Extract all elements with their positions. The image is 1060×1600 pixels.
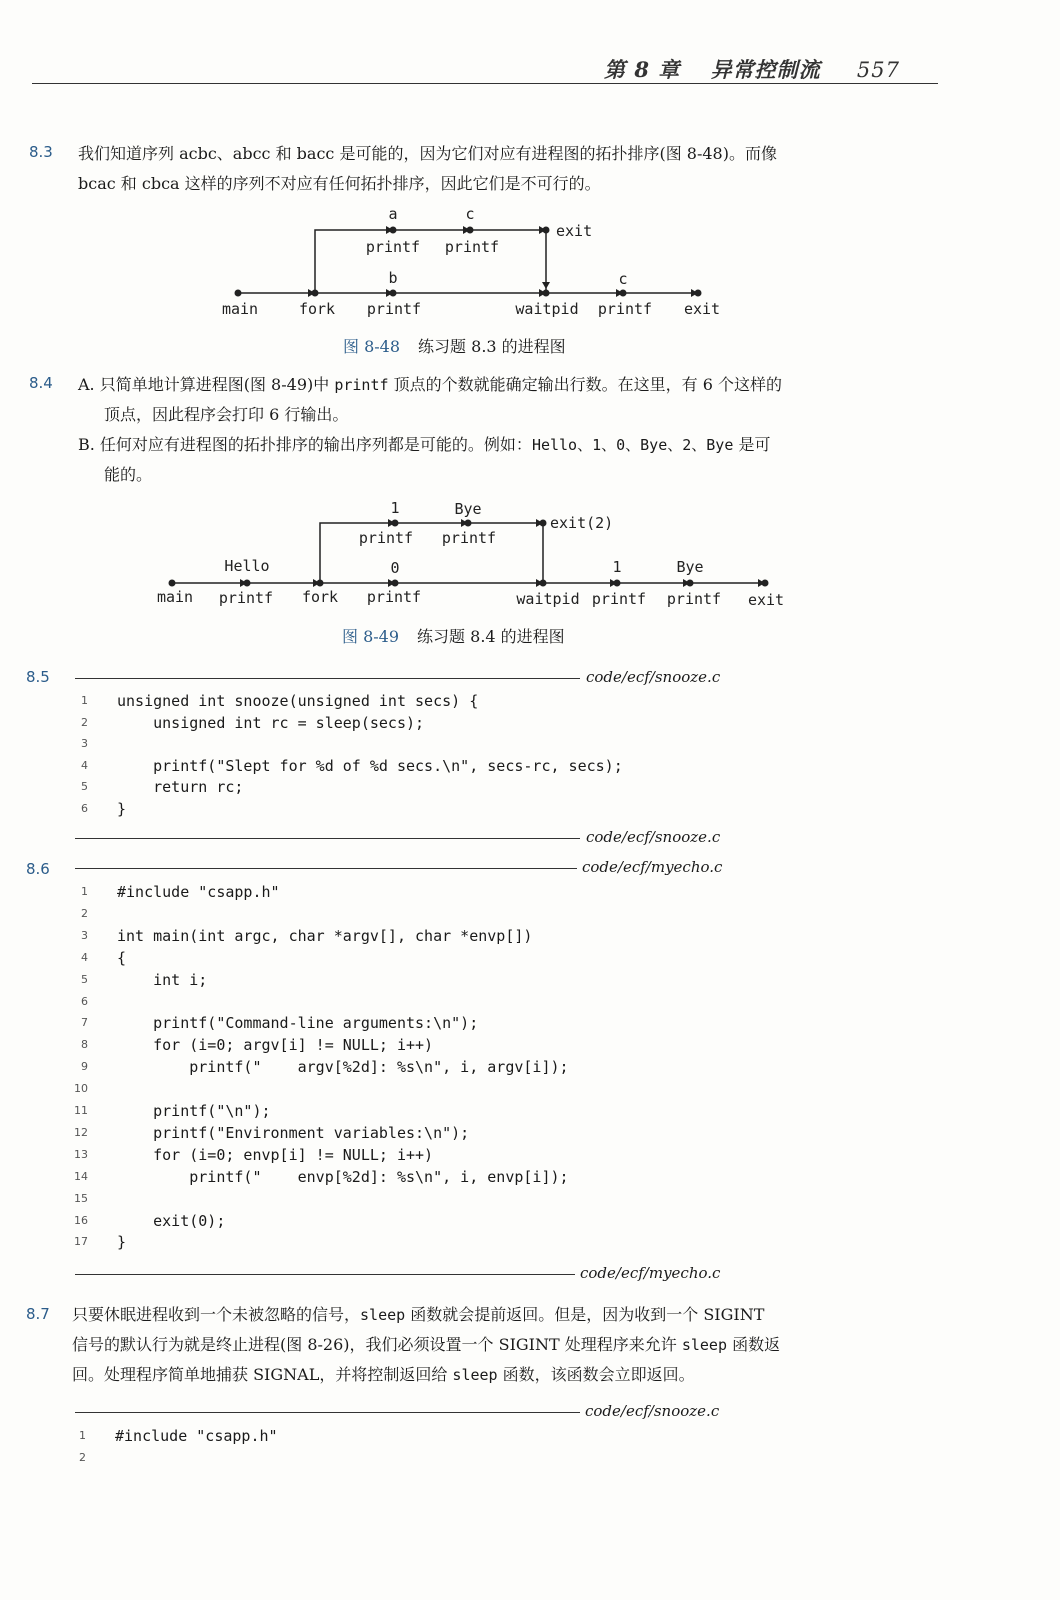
label-printf-0: printf: [366, 588, 422, 606]
answer-8-4-a-text: A. 只简单地计算进程图(图 8-49)中: [78, 375, 335, 394]
label-exit-top: exit: [556, 222, 593, 240]
code-listing-snooze2: [0, 1425, 1060, 1469]
answer-8-7-text: 函数，该函数会立即返回。: [497, 1365, 695, 1384]
label-printf-c: printf: [444, 238, 500, 256]
line-number: 4: [81, 758, 88, 772]
line-number: 11: [74, 1104, 88, 1117]
label-exit2: exit(2): [550, 514, 614, 532]
line-number: 5: [81, 972, 88, 986]
code-line: int main(int argc, char *argv[], char *envp[]): [117, 926, 533, 945]
line-number: 2: [79, 1450, 86, 1464]
label-hello: Hello: [224, 557, 270, 575]
label-printf-hello: printf: [218, 589, 274, 607]
label-1-right: 1: [612, 558, 622, 576]
code-line: return rc;: [117, 778, 244, 797]
line-number: 12: [74, 1125, 88, 1139]
line-number: 5: [81, 780, 88, 794]
label-fork: fork: [301, 588, 339, 606]
answer-8-7-line2: [72, 1330, 938, 1360]
answer-8-4-a-code: printf: [334, 376, 389, 394]
line-number: 9: [81, 1060, 88, 1074]
answer-8-4-a-text2: 顶点的个数就能确定输出行数。在这里，有 6 个这样的: [388, 375, 782, 394]
line-number: 6: [81, 994, 88, 1008]
label-waitpid: waitpid: [515, 300, 579, 318]
figure-caption-8-48: [343, 334, 566, 357]
code-line: printf("\n");: [117, 1102, 271, 1120]
answer-8-7-line3: [72, 1360, 938, 1390]
answer-8-3-line1: 我们知道序列 acbc、abcc 和 bacc 是可能的，因为它们对应有进程图的拓扑排序(图 8-48)。而像: [78, 144, 777, 163]
code-line: exit(0);: [117, 1211, 226, 1230]
exercise-number-8-4: 8.4: [29, 374, 53, 392]
line-number: 2: [81, 906, 88, 920]
label-main: main: [156, 588, 194, 606]
line-number: 8: [81, 1038, 88, 1052]
line-number: 13: [74, 1147, 88, 1161]
label-bye-right: Bye: [676, 558, 704, 576]
answer-8-4-a: [78, 370, 938, 400]
code-bottom-rule: [75, 1274, 575, 1275]
line-number: 2: [81, 715, 88, 729]
answer-8-7-code: sleep: [360, 1306, 406, 1324]
label-exit: exit: [683, 300, 721, 318]
label-c-top: c: [465, 205, 475, 223]
code-bottom-rule: [75, 838, 580, 839]
label-b: b: [388, 269, 398, 287]
label-a: a: [388, 205, 398, 223]
running-header: [604, 54, 900, 84]
label-main: main: [221, 300, 259, 318]
label-waitpid: waitpid: [516, 590, 580, 608]
figure-caption-8-49: [342, 624, 565, 647]
answer-8-3-line2: bcac 和 cbca 这样的序列不对应有任何拓扑排序，因此它们是不可行的。: [78, 174, 601, 193]
figure-number: 图 8-49: [342, 627, 400, 646]
answer-8-4-b-line2: 能的。: [104, 465, 153, 484]
code-listing-myecho: [0, 881, 1060, 1261]
answer-8-7-text: 函数就会提前返回。但是，因为收到一个 SIGINT: [405, 1305, 765, 1324]
code-line: #include "csapp.h": [117, 883, 280, 901]
exercise-number-8-6: 8.6: [26, 860, 50, 878]
label-c-right: c: [618, 270, 628, 288]
label-bye-top: Bye: [454, 500, 482, 518]
source-file-label: code/ecf/myecho.c: [582, 858, 723, 876]
code-top-rule: [75, 1412, 580, 1413]
answer-8-4-b-text2: 是可: [733, 435, 771, 454]
process-graph-8-48: [0, 200, 1060, 330]
chapter-number: 第 8 章: [604, 57, 681, 82]
figure-title: 练习题 8.4 的进程图: [417, 627, 565, 646]
header-rule: [32, 83, 938, 84]
code-line: unsigned int snooze(unsigned int secs) {: [117, 692, 479, 710]
code-line: for (i=0; argv[i] != NULL; i++): [117, 1036, 434, 1055]
code-line: for (i=0; envp[i] != NULL; i++): [117, 1145, 434, 1164]
label-printf-c2: printf: [597, 300, 653, 318]
label-1-top: 1: [390, 499, 400, 517]
source-file-label: code/ecf/snooze.c: [585, 1402, 720, 1420]
answer-8-7-code: sleep: [452, 1366, 498, 1384]
line-number: 14: [74, 1169, 88, 1183]
line-number: 17: [74, 1235, 88, 1249]
line-number: 15: [74, 1191, 88, 1205]
answer-8-3: [78, 139, 938, 199]
code-top-rule: [75, 868, 577, 869]
line-number: 7: [81, 1016, 88, 1030]
label-fork: fork: [298, 300, 336, 318]
code-line: int i;: [117, 970, 208, 989]
label-printf-b: printf: [366, 300, 422, 318]
label-exit: exit: [747, 591, 785, 609]
code-line: {: [117, 948, 127, 967]
answer-8-4-b-text: B. 任何对应有进程图的拓扑排序的输出序列都是可能的。例如：: [78, 435, 532, 454]
source-file-label-bottom: code/ecf/snooze.c: [586, 828, 721, 846]
label-printf-bye: printf: [666, 590, 722, 608]
code-line: printf(" argv[%2d]: %s\n", i, argv[i]);: [117, 1058, 569, 1077]
line-number: 1: [81, 885, 88, 898]
exercise-number-8-3: 8.3: [29, 143, 53, 161]
code-line: }: [117, 1233, 127, 1252]
line-number: 3: [81, 737, 88, 751]
figure-title: 练习题 8.3 的进程图: [418, 337, 566, 356]
answer-8-4-b-code: Hello、1、0、Bye、2、Bye: [531, 436, 734, 454]
answer-8-7-text: 只要休眠进程收到一个未被忽略的信号，: [72, 1305, 361, 1324]
page-number: 557: [856, 58, 900, 82]
line-number: 6: [81, 802, 88, 815]
code-line: }: [117, 800, 127, 818]
line-number: 10: [74, 1082, 88, 1096]
code-line: printf("Slept for %d of %d secs.\n", secs-rc, secs);: [117, 756, 623, 775]
chapter-title: 异常控制流: [710, 57, 821, 82]
code-line: printf("Environment variables:\n");: [117, 1123, 470, 1142]
line-number: 1: [81, 694, 88, 707]
label-0: 0: [390, 559, 400, 577]
process-graph-8-49: [0, 495, 1060, 620]
figure-number: 图 8-48: [343, 337, 401, 356]
answer-8-7-text: 函数返: [727, 1335, 781, 1354]
answer-8-7-text: 信号的默认行为就是终止进程(图 8-26)，我们必须设置一个 SIGINT 处理程序来允许: [72, 1335, 682, 1354]
code-line: printf(" envp[%2d]: %s\n", i, envp[i]);: [117, 1167, 569, 1186]
answer-8-7: [72, 1300, 938, 1390]
answer-8-7-line1: [72, 1300, 938, 1330]
source-file-label: code/ecf/snooze.c: [586, 668, 721, 686]
code-top-rule: [75, 678, 580, 679]
exercise-number-8-5: 8.5: [26, 668, 50, 686]
code-listing-snooze: [0, 690, 1060, 822]
answer-8-7-code: sleep: [681, 1336, 727, 1354]
code-line: unsigned int rc = sleep(secs);: [117, 713, 425, 732]
label-printf-a: printf: [365, 238, 421, 256]
answer-8-4: [78, 370, 938, 490]
line-number: 16: [74, 1213, 88, 1227]
line-number: 3: [81, 928, 88, 942]
line-number: 1: [79, 1429, 86, 1442]
source-file-label-bottom: code/ecf/myecho.c: [580, 1264, 721, 1282]
answer-8-4-a-line2: 顶点，因此程序会打印 6 行输出。: [104, 405, 349, 424]
exercise-number-8-7: 8.7: [26, 1305, 50, 1323]
code-line: printf("Command-line arguments:\n");: [117, 1014, 479, 1033]
label-printf-top2: printf: [441, 529, 497, 547]
answer-8-4-b: [78, 430, 938, 460]
label-printf-1: printf: [591, 590, 647, 608]
line-number: 4: [81, 950, 88, 964]
code-line: #include "csapp.h": [115, 1427, 278, 1445]
label-printf-top1: printf: [358, 529, 414, 547]
answer-8-7-text: 回。处理程序简单地捕获 SIGNAL，并将控制返回给: [72, 1365, 453, 1384]
